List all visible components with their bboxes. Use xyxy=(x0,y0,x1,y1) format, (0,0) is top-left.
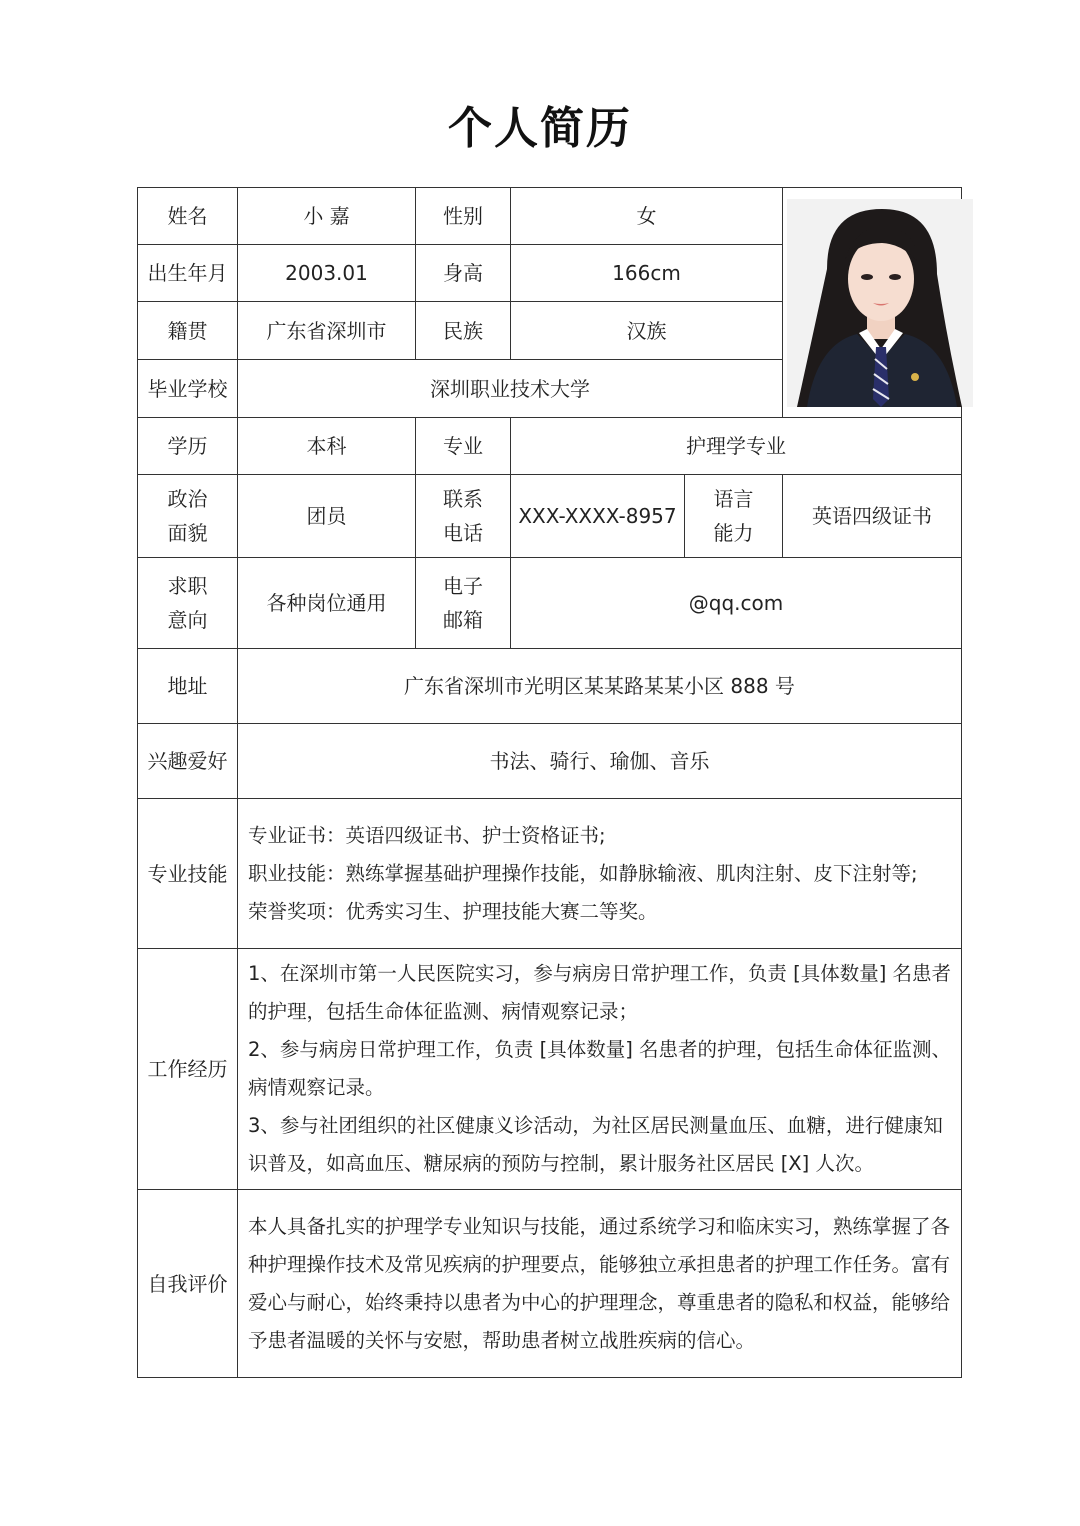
political-label-line-1: 政治 xyxy=(167,487,208,511)
email-label-line-2: 邮箱 xyxy=(443,608,483,632)
experience-content xyxy=(238,949,962,1190)
resume-table xyxy=(137,187,962,1378)
experience-item: 3、参与社团组织的社区健康义诊活动，为社区居民测量血压、血糖，进行健康知识普及，如高血压、糖尿病的预防与控制，累计服务社区居民 [X] 人次。 xyxy=(248,1114,943,1175)
gender-label: 性别 xyxy=(416,188,511,245)
table-row xyxy=(138,949,962,1190)
table-row xyxy=(138,649,962,724)
education-value: 本科 xyxy=(238,418,416,475)
skills-line: 荣誉奖项：优秀实习生、护理技能大赛二等奖。 xyxy=(248,899,658,923)
intent-value: 各种岗位通用 xyxy=(238,558,416,649)
address-label: 地址 xyxy=(138,649,238,724)
portrait-illustration xyxy=(787,199,973,407)
ethnicity-label: 民族 xyxy=(416,302,511,360)
language-label-line-2: 能力 xyxy=(713,521,754,545)
hobby-label: 兴趣爱好 xyxy=(138,724,238,799)
origin-value: 广东省深圳市 xyxy=(238,302,416,360)
school-value: 深圳职业技术大学 xyxy=(238,360,783,418)
gender-value: 女 xyxy=(511,188,783,245)
height-label: 身高 xyxy=(416,245,511,302)
birth-value: 2003.01 xyxy=(238,245,416,302)
political-value: 团员 xyxy=(238,475,416,558)
language-value: 英语四级证书 xyxy=(783,475,962,558)
major-label: 专业 xyxy=(416,418,511,475)
intent-label xyxy=(138,558,238,649)
email-label xyxy=(416,558,511,649)
phone-label-line-1: 联系 xyxy=(443,487,483,511)
email-value: @qq.com xyxy=(511,558,962,649)
table-row xyxy=(138,418,962,475)
height-value: 166cm xyxy=(511,245,783,302)
phone-label-line-2: 电话 xyxy=(443,521,483,545)
self-eval-content xyxy=(238,1190,962,1378)
name-value: 小 嘉 xyxy=(238,188,416,245)
political-label-line-2: 面貌 xyxy=(167,521,208,545)
intent-label-line-2: 意向 xyxy=(167,608,208,632)
self-eval-label: 自我评价 xyxy=(138,1190,238,1378)
table-row xyxy=(138,558,962,649)
skills-line: 职业技能：熟练掌握基础护理操作技能，如静脉输液、肌肉注射、皮下注射等; xyxy=(248,861,918,885)
self-eval-text: 本人具备扎实的护理学专业知识与技能，通过系统学习和临床实习，熟练掌握了各种护理操作技术及常见疾病的护理要点，能够独立承担患者的护理工作任务。富有爱心与耐心，始终秉持以患者为中心的护理理念，尊重患者的隐私和权益，能够给予患者温暖的关怀与安慰，帮助患者树立战胜疾病的信心。 xyxy=(248,1214,951,1352)
experience-label: 工作经历 xyxy=(138,949,238,1190)
page-title: 个人简历 xyxy=(448,103,632,154)
school-label: 毕业学校 xyxy=(138,360,238,418)
photo-cell xyxy=(783,188,962,418)
language-label-line-1: 语言 xyxy=(713,487,754,511)
table-row xyxy=(138,1190,962,1378)
name-label: 姓名 xyxy=(138,188,238,245)
phone-value: XXX-XXXX-8957 xyxy=(511,475,685,558)
intent-label-line-1: 求职 xyxy=(167,574,208,598)
hobby-value: 书法、骑行、瑜伽、音乐 xyxy=(238,724,962,799)
table-row xyxy=(138,188,962,245)
skills-content xyxy=(238,799,962,949)
email-label-line-1: 电子 xyxy=(443,574,483,598)
political-label xyxy=(138,475,238,558)
phone-label xyxy=(416,475,511,558)
language-label xyxy=(685,475,783,558)
birth-label: 出生年月 xyxy=(138,245,238,302)
profile-photo xyxy=(787,199,973,407)
education-label: 学历 xyxy=(138,418,238,475)
origin-label: 籍贯 xyxy=(138,302,238,360)
experience-item: 1、在深圳市第一人民医院实习，参与病房日常护理工作，负责 [具体数量] 名患者的护理，包括生命体征监测、病情观察记录； xyxy=(248,962,952,1023)
skills-label: 专业技能 xyxy=(138,799,238,949)
table-row xyxy=(138,724,962,799)
address-value: 广东省深圳市光明区某某路某某小区 888 号 xyxy=(238,649,962,724)
ethnicity-value: 汉族 xyxy=(511,302,783,360)
major-value: 护理学专业 xyxy=(511,418,962,475)
skills-line: 专业证书：英语四级证书、护士资格证书; xyxy=(248,823,606,847)
experience-item: 2、参与病房日常护理工作，负责 [具体数量] 名患者的护理，包括生命体征监测、病情观察记录。 xyxy=(248,1038,952,1099)
table-row xyxy=(138,799,962,949)
table-row xyxy=(138,475,962,558)
